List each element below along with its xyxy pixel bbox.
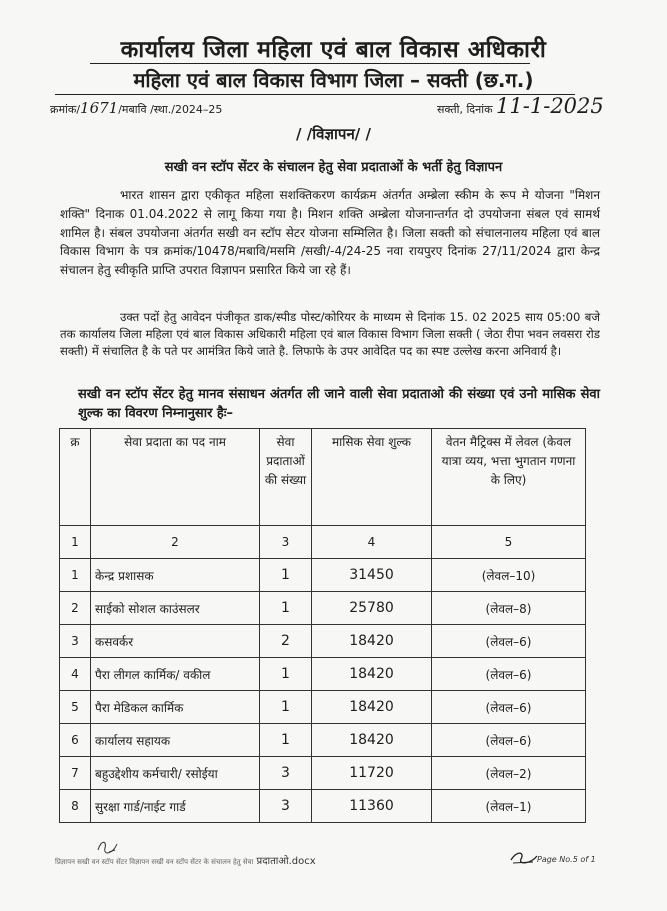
title-underline — [90, 63, 530, 64]
table-row — [60, 790, 586, 823]
row-fee: 31450 — [312, 559, 432, 592]
row-level: (लेवल–6) — [432, 625, 586, 658]
posts-table — [59, 428, 586, 823]
document-footer — [55, 853, 316, 867]
row-sno: 7 — [60, 757, 91, 790]
header-level: वेतन मैट्रिक्स में लेवल (केवल यात्रा व्यय, भत्ता भुगतान गणना के लिए) — [432, 429, 586, 526]
table-row — [60, 724, 586, 757]
row-fee: 11720 — [312, 757, 432, 790]
row-sno: 2 — [60, 592, 91, 625]
row-fee: 18420 — [312, 691, 432, 724]
row-count: 3 — [260, 757, 312, 790]
table-header-row — [60, 429, 586, 526]
row-fee: 11360 — [312, 790, 432, 823]
row-count: 1 — [260, 691, 312, 724]
ref-suffix: /मबावि /स्था./2024–25 — [118, 103, 223, 116]
row-sno: 6 — [60, 724, 91, 757]
page-number: Page No.5 of 1 — [537, 855, 596, 864]
ref-prefix: क्रमांक/ — [50, 103, 81, 116]
col-number: 4 — [312, 526, 432, 559]
row-post: बहुउद्देशीय कर्मचारी/ रसोईया — [91, 757, 260, 790]
row-post: कार्यालय सहायक — [91, 724, 260, 757]
subject-line: सखी वन स्टॉप सेंटर के संचालन हेतु सेवा प्रदाताओं के भर्ती हेतु विज्ञापन — [164, 160, 503, 175]
row-count: 2 — [260, 625, 312, 658]
col-number: 3 — [260, 526, 312, 559]
row-post: कसवर्कर — [91, 625, 260, 658]
row-fee: 18420 — [312, 724, 432, 757]
row-fee: 18420 — [312, 625, 432, 658]
row-count: 3 — [260, 790, 312, 823]
row-sno: 8 — [60, 790, 91, 823]
paragraph-intro — [60, 186, 600, 280]
header-fee: मासिक सेवा शुल्क — [312, 429, 432, 526]
footer-filename: प्रदाताओ.docx — [256, 856, 316, 867]
header-count: सेवा प्रदाताओं की संख्या — [260, 429, 312, 526]
header-sno: क्र — [60, 429, 91, 526]
row-count: 1 — [260, 559, 312, 592]
row-count: 1 — [260, 724, 312, 757]
row-post: साईको सोशल काउंसलर — [91, 592, 260, 625]
reference-number — [50, 99, 222, 117]
row-post: सुरक्षा गार्ड/नाईट गार्ड — [91, 790, 260, 823]
row-sno: 1 — [60, 559, 91, 592]
date-prefix: सक्ती, दिनांक — [437, 103, 493, 116]
row-sno: 4 — [60, 658, 91, 691]
row-fee: 18420 — [312, 658, 432, 691]
row-count: 1 — [260, 658, 312, 691]
row-level: (लेवल–8) — [432, 592, 586, 625]
row-fee: 25780 — [312, 592, 432, 625]
row-level: (लेवल–6) — [432, 724, 586, 757]
letter-date — [437, 94, 604, 118]
column-number-row — [60, 526, 586, 559]
office-title: कार्यालय जिला महिला एवं बाल विकास अधिकारी — [120, 37, 547, 63]
col-number: 5 — [432, 526, 586, 559]
table-row — [60, 559, 586, 592]
date-value: 11-1-2025 — [496, 94, 604, 118]
table-row — [60, 691, 586, 724]
row-sno: 3 — [60, 625, 91, 658]
paragraph-table-intro: सखी वन स्टॉप सेंटर हेतु मानव संसाधन अंतर्गत ली जाने वाली सेवा प्रदाताओ की संख्या एवं उनो मासिक सेवा शुल्क का विवरण निम्नानुसार हैः– — [78, 387, 600, 421]
col-number: 1 — [60, 526, 91, 559]
table-row — [60, 592, 586, 625]
row-post: केन्द्र प्रशासक — [91, 559, 260, 592]
notice-title: / /विज्ञापन/ / — [296, 125, 371, 143]
paragraph-application-text: उक्त पदों हेतु आवेदन पंजीकृत डाक/स्पीड पोस्ट/कोरियर के माध्यम से दिनांक 15. 02 2025 साय 05:00 बजे तक कार्यालय जिला महिला एवं बाल विकास अधिकारी महिला एवं बाल विकास विभाग जिला सक्ती ( जेठा रीपा भवन लवसरा रोड सक्ती) में संचालित है के पते पर आमंत्रित किये जाते है. लिफाफे के उपर आवेदित पद का स्पष्ट उल्लेख करना अनिवार्य है। — [60, 310, 600, 358]
row-count: 1 — [260, 592, 312, 625]
paragraph-application — [60, 309, 600, 360]
table-row — [60, 757, 586, 790]
row-sno: 5 — [60, 691, 91, 724]
row-level: (लेवल–10) — [432, 559, 586, 592]
footer-path: प्रिज्ञापन सखी वन स्टॉप सेंटर विज्ञापन सखी वन स्टॉप सेंटर के संचालन हेतु सेवा — [55, 858, 254, 866]
department-title: महिला एवं बाल विकास विभाग जिला – सक्ती (छ.ग.) — [133, 68, 534, 92]
table-row — [60, 658, 586, 691]
row-level: (लेवल–1) — [432, 790, 586, 823]
header-post: सेवा प्रदाता का पद नाम — [91, 429, 260, 526]
row-level: (लेवल–6) — [432, 691, 586, 724]
row-level: (लेवल–6) — [432, 658, 586, 691]
table-row — [60, 625, 586, 658]
col-number: 2 — [91, 526, 260, 559]
ref-number: 1671 — [80, 99, 119, 117]
paragraph-intro-text: भारत शासन द्वारा एकीकृत महिला सशक्तिकरण कार्यक्रम अंतर्गत अम्ब्रेला स्कीम के रूप मे योजना "मिशन शक्ति" दिनाक 01.04.2022 से लागू किया गया है। मिशन शक्ति अम्ब्रेला योजनान्तर्गत दो उपयोजना संबल एवं सामर्थ शामिल है। संबल उपयोजना अंतर्गत सखी वन स्टॉप सेटर योजना सम्मिलित है। जिला सक्ती को संचालनालय महिला एवं बाल विकास विभाग के पत्र क्रमांक/10478/मबावि/मसमि /सखी/-4/24-25 नवा रायपुरए दिनांक 27/11/2024 द्वारा केन्द्र संचालन हेतु स्वीकृति प्राप्ति उपरात विज्ञापन प्रसारित किये जा रहे हैं। — [60, 188, 600, 278]
row-post: पैरा मेडिकल कार्मिक — [91, 691, 260, 724]
signature-mark — [509, 850, 539, 868]
row-post: पैरा लीगल कार्मिक/ वकील — [91, 658, 260, 691]
row-level: (लेवल–2) — [432, 757, 586, 790]
